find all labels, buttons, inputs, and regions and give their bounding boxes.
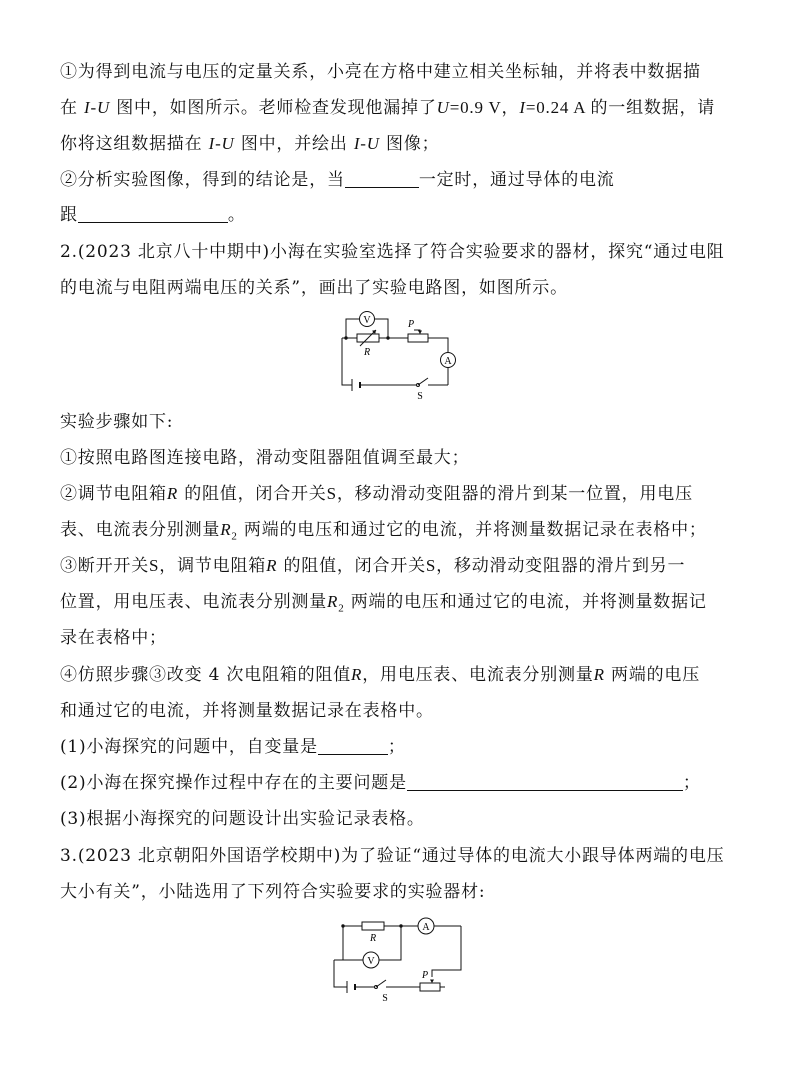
q1-part1-line1 — [60, 60, 701, 84]
q2-sub3 — [60, 807, 425, 831]
text: 图中，并绘出 — [234, 134, 354, 154]
rheostat-symbol — [408, 334, 428, 342]
q2-step1 — [60, 446, 469, 470]
u-symbol: U — [436, 98, 450, 117]
q3-stem-line1 — [60, 844, 724, 868]
text: 2.(2023 北京八十中期中)小海在实验室选择了符合实验要求的器材，探究“通过电阻 — [60, 242, 725, 262]
text: =0.24 A 的一组数据，请 — [525, 98, 716, 117]
iu-symbol: I-U — [353, 134, 380, 153]
voltmeter-label: V — [367, 956, 375, 967]
r-symbol: R — [266, 556, 278, 575]
text: =0.9 V， — [449, 98, 520, 117]
text: 两端的电压和通过它的电流，并将测量数据记 — [344, 592, 707, 612]
text: 实验步骤如下: — [60, 412, 174, 432]
text: ④仿照步骤③改变 4 次电阻箱的阻值 — [60, 665, 352, 685]
q2-step2-line1 — [60, 482, 693, 506]
text: 。 — [227, 205, 246, 225]
q2-step2-line2 — [60, 518, 707, 548]
text: 图像； — [379, 134, 440, 154]
text: 你将这组数据描在 — [60, 134, 209, 154]
slider-arrow-icon — [418, 331, 422, 335]
text: 两端的电压和通过它的电流，并将测量数据记录在表格中； — [237, 520, 707, 540]
text: ，用电压表、电流表分别测量 — [362, 665, 594, 685]
text: (2)小海在探究操作过程中存在的主要问题是 — [60, 773, 407, 793]
r-symbol: R — [220, 520, 232, 539]
text: 大小有关”，小陆选用了下列符合实验要求的实验器材: — [60, 882, 486, 902]
junction-dot — [386, 336, 389, 339]
text: 的阻值，闭合开关 — [277, 556, 426, 576]
answer-blank[interactable] — [78, 204, 228, 223]
text: ； — [387, 737, 406, 757]
text: 两端的电压 — [604, 665, 701, 685]
q1-part1-line2 — [60, 96, 715, 120]
text: 3.(2023 北京朝阳外国语学校期中)为了验证“通过导体的电流大小跟导体两端的电压 — [60, 846, 725, 866]
q2-stem-line2 — [60, 276, 568, 300]
answer-blank[interactable] — [407, 772, 683, 791]
q1-part2-line1 — [60, 168, 615, 192]
text: 表、电流表分别测量 — [60, 520, 221, 540]
switch-symbol — [376, 980, 386, 987]
text: ①按照电路图连接电路，滑动变阻器阻值调至最大； — [60, 448, 470, 468]
q2-sub1 — [60, 735, 406, 759]
text: ①为得到电流与电压的定量关系，小亮在方格中建立相关坐标轴，并将表中数据描 — [60, 62, 701, 82]
switch-symbol — [418, 378, 428, 385]
iu-symbol: I-U — [208, 134, 235, 153]
q2-steps-title — [60, 410, 173, 434]
text: (1)小海探究的问题中，自变量是 — [60, 737, 318, 757]
s-symbol: S — [425, 556, 437, 575]
r-symbol: R — [593, 665, 605, 684]
text: (3)根据小海探究的问题设计出实验记录表格。 — [60, 809, 425, 829]
ammeter-label: A — [444, 356, 452, 367]
q1-part1-line3 — [60, 132, 439, 156]
slider-label: P — [407, 319, 415, 330]
subscript: 2 — [338, 602, 345, 615]
s-symbol: S — [149, 556, 160, 575]
resistor-label: R — [363, 347, 371, 358]
q2-step4-line1 — [60, 663, 700, 687]
slider-label: P — [421, 970, 429, 981]
answer-blank[interactable] — [345, 169, 419, 188]
resistor-label: R — [369, 933, 377, 944]
switch-label: S — [417, 391, 423, 400]
answer-blank[interactable] — [318, 736, 388, 755]
text: 跟 — [60, 205, 78, 225]
q1-part2-line2 — [60, 203, 246, 227]
q2-step3-line1 — [60, 554, 685, 578]
i-symbol: I — [519, 98, 526, 117]
q2-step3-line2 — [60, 590, 707, 620]
s-symbol: S — [326, 484, 337, 503]
r-symbol: R — [327, 592, 339, 611]
rheostat-symbol — [420, 983, 440, 991]
resistor-symbol — [362, 922, 384, 930]
text: 和通过它的电流，并将测量数据记录在表格中。 — [60, 701, 434, 721]
slider-arrow-icon — [430, 980, 434, 984]
iu-symbol: I-U — [84, 98, 111, 117]
text: ，移动滑动变阻器的滑片到另一 — [436, 556, 686, 576]
text: 在 — [60, 98, 85, 118]
text: 的阻值，闭合开关 — [178, 484, 327, 504]
junction-dot — [344, 336, 347, 339]
q2-sub2 — [60, 771, 701, 795]
text: ，移动滑动变阻器的滑片到某一位置，用电压 — [336, 484, 693, 504]
q2-circuit-diagram — [330, 308, 460, 400]
voltmeter-label: V — [363, 315, 371, 326]
text: 位置，用电压表、电流表分别测量 — [60, 592, 327, 612]
text: ，调节电阻箱 — [159, 556, 267, 576]
q3-circuit-diagram — [328, 913, 468, 1003]
text: 的电流与电阻两端电压的关系”，画出了实验电路图，如图所示。 — [60, 278, 568, 298]
text: 录在表格中； — [60, 628, 167, 648]
q2-step4-line2 — [60, 699, 434, 723]
text: ； — [682, 773, 701, 793]
text: 一定时，通过导体的电流 — [418, 170, 615, 190]
r-symbol: R — [166, 484, 178, 503]
q2-step3-line3 — [60, 626, 167, 650]
ammeter-label: A — [422, 922, 430, 933]
q2-stem-line1 — [60, 240, 724, 264]
text: ③断开开关 — [60, 556, 149, 576]
q3-stem-line2 — [60, 880, 485, 904]
switch-label: S — [382, 993, 388, 1003]
junction-dot — [341, 924, 344, 927]
text: 图中，如图所示。老师检查发现他漏掉了 — [110, 98, 437, 118]
r-symbol: R — [351, 665, 363, 684]
text: ②调节电阻箱 — [60, 484, 167, 504]
junction-dot — [399, 924, 402, 927]
text: ②分析实验图像，得到的结论是，当 — [60, 170, 345, 190]
subscript: 2 — [231, 530, 238, 543]
